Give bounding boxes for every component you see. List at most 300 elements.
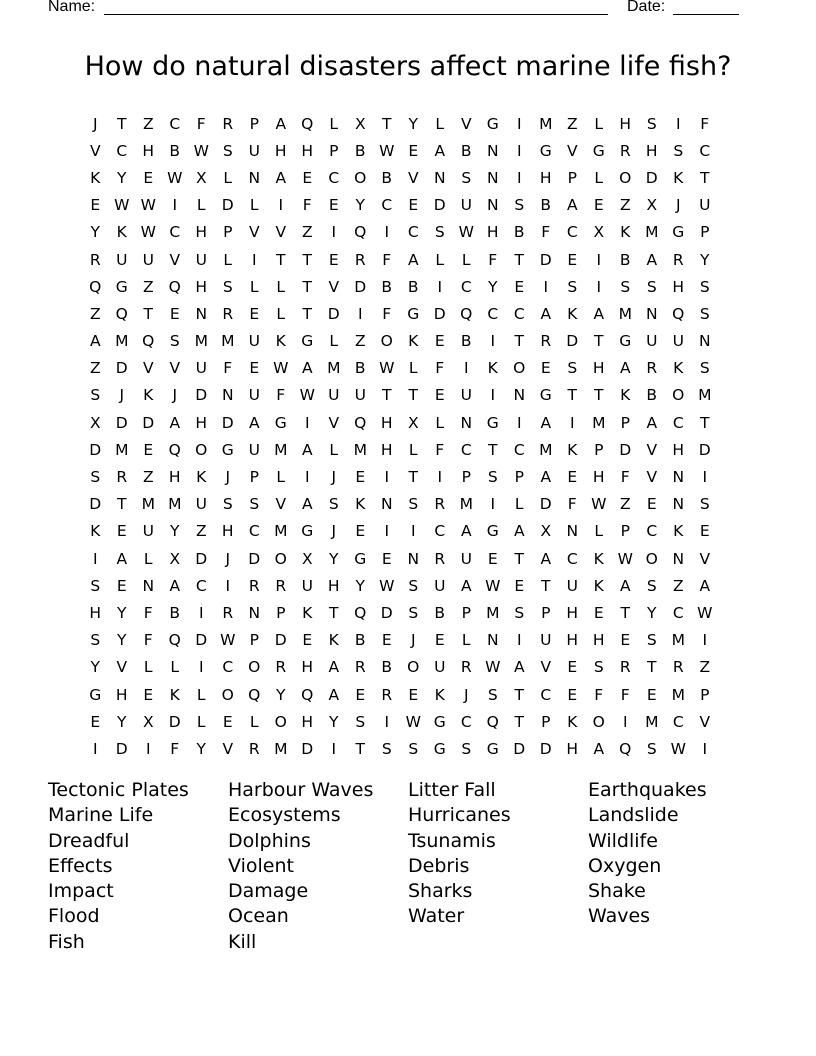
grid-letter[interactable]: X <box>301 549 313 568</box>
grid-letter[interactable]: W <box>167 168 183 187</box>
grid-letter[interactable]: N <box>380 495 393 514</box>
grid-letter[interactable]: M <box>486 603 500 622</box>
grid-letter[interactable]: C <box>540 685 552 704</box>
grid-letter[interactable]: H <box>566 603 579 622</box>
grid-letter[interactable]: R <box>646 359 658 378</box>
grid-letter[interactable]: W <box>220 631 236 650</box>
grid-letter[interactable]: R <box>248 739 260 758</box>
grid-letter[interactable]: I <box>702 631 708 650</box>
grid-letter[interactable]: H <box>301 658 314 677</box>
grid-letter[interactable]: Z <box>699 658 711 677</box>
grid-letter[interactable]: V <box>699 549 711 568</box>
grid-letter[interactable]: M <box>618 304 632 323</box>
grid-letter[interactable]: N <box>672 495 685 514</box>
grid-letter[interactable]: U <box>354 386 366 405</box>
grid-letter[interactable]: I <box>516 168 522 187</box>
grid-letter[interactable]: U <box>646 332 658 351</box>
grid-letter[interactable]: Z <box>195 522 207 541</box>
grid-letter[interactable]: L <box>196 196 206 215</box>
grid-letter[interactable]: S <box>408 576 419 595</box>
grid-letter[interactable]: B <box>407 277 419 296</box>
grid-letter[interactable]: C <box>646 522 658 541</box>
grid-letter[interactable]: U <box>328 386 340 405</box>
grid-letter[interactable]: U <box>116 250 128 269</box>
grid-letter[interactable]: U <box>195 250 207 269</box>
grid-letter[interactable]: A <box>116 549 128 568</box>
grid-letter[interactable]: D <box>142 413 155 432</box>
grid-letter[interactable]: I <box>92 739 98 758</box>
grid-letter[interactable]: W <box>114 196 130 215</box>
grid-letter[interactable]: M <box>353 440 367 459</box>
grid-letter[interactable]: H <box>592 359 605 378</box>
grid-letter[interactable]: V <box>646 468 658 487</box>
grid-letter[interactable]: W <box>485 658 501 677</box>
grid-letter[interactable]: L <box>329 440 339 459</box>
grid-letter[interactable]: T <box>620 603 630 622</box>
grid-letter[interactable]: W <box>379 141 395 160</box>
grid-letter[interactable]: I <box>225 576 231 595</box>
grid-letter[interactable]: H <box>168 468 181 487</box>
grid-letter[interactable]: T <box>594 386 604 405</box>
grid-letter[interactable]: I <box>357 304 363 323</box>
grid-letter[interactable]: M <box>671 685 685 704</box>
grid-letter[interactable]: N <box>486 168 499 187</box>
grid-letter[interactable]: H <box>566 631 579 650</box>
grid-letter[interactable]: M <box>115 332 129 351</box>
grid-letter[interactable]: M <box>327 359 341 378</box>
grid-letter[interactable]: S <box>169 332 180 351</box>
grid-letter[interactable]: C <box>566 223 578 242</box>
grid-letter[interactable]: L <box>594 114 604 133</box>
grid-letter[interactable]: T <box>647 658 657 677</box>
grid-letter[interactable]: H <box>380 413 393 432</box>
grid-letter[interactable]: Y <box>408 114 418 133</box>
grid-letter[interactable]: K <box>620 386 631 405</box>
grid-letter[interactable]: U <box>248 386 260 405</box>
grid-letter[interactable]: R <box>275 658 287 677</box>
grid-letter[interactable]: V <box>169 359 181 378</box>
grid-letter[interactable]: K <box>116 223 127 242</box>
grid-letter[interactable]: I <box>437 277 443 296</box>
grid-letter[interactable]: N <box>566 522 579 541</box>
grid-letter[interactable]: H <box>195 413 208 432</box>
grid-letter[interactable]: Y <box>170 522 180 541</box>
grid-letter[interactable]: B <box>513 223 525 242</box>
grid-letter[interactable]: E <box>169 304 180 323</box>
grid-letter[interactable]: H <box>380 440 393 459</box>
grid-letter[interactable]: B <box>619 250 631 269</box>
grid-letter[interactable]: P <box>276 603 286 622</box>
grid-letter[interactable]: S <box>434 223 445 242</box>
grid-letter[interactable]: G <box>539 386 552 405</box>
grid-letter[interactable]: D <box>539 495 552 514</box>
grid-letter[interactable]: L <box>594 522 604 541</box>
grid-letter[interactable]: R <box>619 141 631 160</box>
grid-letter[interactable]: G <box>407 304 420 323</box>
grid-letter[interactable]: D <box>513 739 526 758</box>
grid-letter[interactable]: F <box>276 386 286 405</box>
grid-letter[interactable]: W <box>140 196 156 215</box>
grid-letter[interactable]: G <box>486 739 499 758</box>
grid-letter[interactable]: G <box>301 522 314 541</box>
grid-letter[interactable]: O <box>592 712 605 731</box>
grid-letter[interactable]: K <box>593 549 604 568</box>
grid-letter[interactable]: W <box>617 549 633 568</box>
grid-letter[interactable]: T <box>143 304 153 323</box>
grid-letter[interactable]: E <box>434 631 445 650</box>
grid-letter[interactable]: X <box>540 522 552 541</box>
grid-letter[interactable]: U <box>540 631 552 650</box>
grid-letter[interactable]: A <box>646 250 658 269</box>
grid-letter[interactable]: I <box>145 739 151 758</box>
grid-letter[interactable]: S <box>646 277 657 296</box>
grid-letter[interactable]: H <box>672 440 685 459</box>
grid-letter[interactable]: L <box>435 114 445 133</box>
grid-letter[interactable]: H <box>592 468 605 487</box>
grid-letter[interactable]: Q <box>168 440 181 459</box>
grid-letter[interactable]: D <box>433 304 446 323</box>
grid-letter[interactable]: G <box>89 685 102 704</box>
grid-letter[interactable]: O <box>248 658 261 677</box>
grid-letter[interactable]: K <box>434 685 445 704</box>
grid-letter[interactable]: S <box>673 141 684 160</box>
grid-letter[interactable]: O <box>274 549 287 568</box>
grid-letter[interactable]: D <box>115 739 128 758</box>
grid-letter[interactable]: P <box>249 114 259 133</box>
grid-letter[interactable]: I <box>172 196 178 215</box>
grid-letter[interactable]: C <box>487 304 499 323</box>
grid-letter[interactable]: B <box>381 277 393 296</box>
grid-letter[interactable]: T <box>488 440 498 459</box>
grid-letter[interactable]: V <box>116 658 128 677</box>
grid-letter[interactable]: A <box>619 576 631 595</box>
grid-letter[interactable]: K <box>567 440 578 459</box>
grid-letter[interactable]: I <box>198 658 204 677</box>
grid-letter[interactable]: N <box>407 549 420 568</box>
grid-letter[interactable]: E <box>302 168 313 187</box>
grid-letter[interactable]: A <box>540 413 552 432</box>
grid-letter[interactable]: L <box>196 685 206 704</box>
grid-letter[interactable]: I <box>516 141 522 160</box>
grid-letter[interactable]: D <box>221 413 234 432</box>
grid-letter[interactable]: U <box>142 522 154 541</box>
grid-letter[interactable]: U <box>301 576 313 595</box>
grid-letter[interactable]: H <box>645 141 658 160</box>
grid-letter[interactable]: N <box>248 603 261 622</box>
grid-letter[interactable]: F <box>302 196 312 215</box>
grid-letter[interactable]: D <box>221 196 234 215</box>
grid-letter[interactable]: G <box>274 413 287 432</box>
grid-letter[interactable]: A <box>301 495 313 514</box>
grid-letter[interactable]: W <box>670 739 686 758</box>
grid-letter[interactable]: F <box>541 223 551 242</box>
grid-letter[interactable]: T <box>408 386 418 405</box>
grid-letter[interactable]: A <box>460 522 472 541</box>
grid-letter[interactable]: C <box>407 223 419 242</box>
grid-letter[interactable]: G <box>486 114 499 133</box>
grid-letter[interactable]: B <box>354 359 366 378</box>
grid-letter[interactable]: R <box>619 658 631 677</box>
grid-letter[interactable]: F <box>435 359 445 378</box>
grid-letter[interactable]: E <box>567 468 578 487</box>
grid-letter[interactable]: S <box>461 168 472 187</box>
grid-letter[interactable]: S <box>646 739 657 758</box>
grid-letter[interactable]: W <box>458 223 474 242</box>
grid-letter[interactable]: S <box>646 576 657 595</box>
grid-letter[interactable]: P <box>514 468 524 487</box>
grid-letter[interactable]: O <box>645 549 658 568</box>
grid-letter[interactable]: P <box>594 440 604 459</box>
grid-letter[interactable]: E <box>434 332 445 351</box>
grid-letter[interactable]: M <box>592 413 606 432</box>
grid-letter[interactable]: X <box>407 413 419 432</box>
grid-letter[interactable]: N <box>142 576 155 595</box>
grid-letter[interactable]: T <box>302 250 312 269</box>
grid-letter[interactable]: Y <box>117 712 127 731</box>
grid-letter[interactable]: V <box>699 712 711 731</box>
grid-letter[interactable]: A <box>540 304 552 323</box>
grid-letter[interactable]: K <box>143 386 154 405</box>
grid-letter[interactable]: D <box>115 359 128 378</box>
grid-letter[interactable]: E <box>646 685 657 704</box>
grid-letter[interactable]: L <box>461 631 471 650</box>
grid-letter[interactable]: V <box>646 440 658 459</box>
grid-letter[interactable]: E <box>328 250 339 269</box>
grid-letter[interactable]: H <box>619 114 632 133</box>
grid-letter[interactable]: K <box>487 359 498 378</box>
grid-letter[interactable]: H <box>327 576 340 595</box>
grid-letter[interactable]: V <box>328 277 340 296</box>
grid-letter[interactable]: X <box>89 413 101 432</box>
grid-letter[interactable]: U <box>195 495 207 514</box>
grid-letter[interactable]: C <box>672 603 684 622</box>
grid-letter[interactable]: P <box>461 603 471 622</box>
grid-letter[interactable]: V <box>89 141 101 160</box>
grid-letter[interactable]: E <box>620 631 631 650</box>
grid-letter[interactable]: E <box>249 359 260 378</box>
grid-letter[interactable]: C <box>460 277 472 296</box>
grid-letter[interactable]: A <box>275 114 287 133</box>
grid-letter[interactable]: L <box>435 413 445 432</box>
grid-letter[interactable]: Q <box>142 332 155 351</box>
grid-letter[interactable]: S <box>699 304 710 323</box>
grid-letter[interactable]: Q <box>354 603 367 622</box>
grid-letter[interactable]: W <box>405 712 421 731</box>
grid-letter[interactable]: D <box>539 739 552 758</box>
grid-letter[interactable]: E <box>116 576 127 595</box>
grid-letter[interactable]: P <box>541 712 551 731</box>
grid-letter[interactable]: T <box>408 468 418 487</box>
grid-letter[interactable]: E <box>434 386 445 405</box>
grid-letter[interactable]: P <box>700 685 710 704</box>
grid-letter[interactable]: Q <box>301 685 314 704</box>
grid-letter[interactable]: C <box>460 440 472 459</box>
grid-letter[interactable]: F <box>170 739 180 758</box>
grid-letter[interactable]: C <box>222 658 234 677</box>
grid-letter[interactable]: E <box>646 495 657 514</box>
grid-letter[interactable]: Y <box>90 658 100 677</box>
grid-letter[interactable]: J <box>463 685 469 704</box>
grid-letter[interactable]: Y <box>90 223 100 242</box>
grid-letter[interactable]: W <box>140 223 156 242</box>
grid-letter[interactable]: G <box>354 549 367 568</box>
grid-letter[interactable]: O <box>407 658 420 677</box>
grid-letter[interactable]: Z <box>89 359 101 378</box>
grid-letter[interactable]: A <box>566 196 578 215</box>
grid-letter[interactable]: P <box>249 468 259 487</box>
grid-letter[interactable]: E <box>143 685 154 704</box>
grid-letter[interactable]: D <box>195 631 208 650</box>
grid-letter[interactable]: W <box>193 141 209 160</box>
grid-letter[interactable]: D <box>195 549 208 568</box>
grid-letter[interactable]: U <box>460 196 472 215</box>
grid-letter[interactable]: M <box>115 440 129 459</box>
grid-letter[interactable]: L <box>276 277 286 296</box>
grid-letter[interactable]: J <box>410 631 416 650</box>
grid-letter[interactable]: C <box>513 304 525 323</box>
grid-letter[interactable]: S <box>249 495 260 514</box>
grid-letter[interactable]: S <box>699 495 710 514</box>
grid-letter[interactable]: C <box>672 413 684 432</box>
grid-letter[interactable]: M <box>539 114 553 133</box>
grid-letter[interactable]: E <box>143 168 154 187</box>
grid-letter[interactable]: R <box>460 658 472 677</box>
grid-letter[interactable]: C <box>195 576 207 595</box>
grid-letter[interactable]: A <box>301 359 313 378</box>
grid-letter[interactable]: Z <box>142 114 154 133</box>
grid-letter[interactable]: B <box>460 141 472 160</box>
grid-letter[interactable]: M <box>221 332 235 351</box>
grid-letter[interactable]: H <box>115 685 128 704</box>
grid-letter[interactable]: S <box>408 739 419 758</box>
grid-letter[interactable]: I <box>463 359 469 378</box>
grid-letter[interactable]: Y <box>329 712 339 731</box>
grid-letter[interactable]: H <box>301 712 314 731</box>
grid-letter[interactable]: S <box>699 359 710 378</box>
grid-letter[interactable]: N <box>460 413 473 432</box>
grid-letter[interactable]: S <box>408 603 419 622</box>
grid-letter[interactable]: M <box>698 386 712 405</box>
grid-letter[interactable]: C <box>699 141 711 160</box>
grid-letter[interactable]: A <box>540 468 552 487</box>
grid-letter[interactable]: T <box>514 332 524 351</box>
grid-letter[interactable]: U <box>460 386 472 405</box>
grid-letter[interactable]: Q <box>248 685 261 704</box>
grid-letter[interactable]: D <box>89 495 102 514</box>
grid-letter[interactable]: S <box>620 277 631 296</box>
grid-letter[interactable]: W <box>485 576 501 595</box>
grid-letter[interactable]: O <box>513 359 526 378</box>
grid-letter[interactable]: S <box>487 468 498 487</box>
grid-letter[interactable]: U <box>434 576 446 595</box>
grid-letter[interactable]: E <box>302 631 313 650</box>
grid-letter[interactable]: F <box>143 631 153 650</box>
grid-letter[interactable]: Q <box>301 114 314 133</box>
grid-letter[interactable]: H <box>221 522 234 541</box>
grid-letter[interactable]: O <box>221 685 234 704</box>
grid-letter[interactable]: C <box>169 223 181 242</box>
grid-letter[interactable]: O <box>619 168 632 187</box>
grid-letter[interactable]: C <box>328 168 340 187</box>
grid-letter[interactable]: I <box>92 549 98 568</box>
grid-letter[interactable]: X <box>195 168 207 187</box>
grid-letter[interactable]: N <box>645 304 658 323</box>
grid-letter[interactable]: G <box>433 712 446 731</box>
grid-letter[interactable]: L <box>249 277 259 296</box>
grid-letter[interactable]: H <box>486 223 499 242</box>
grid-letter[interactable]: U <box>248 332 260 351</box>
grid-letter[interactable]: Y <box>276 685 286 704</box>
grid-letter[interactable]: A <box>593 739 605 758</box>
grid-letter[interactable]: C <box>169 114 181 133</box>
grid-letter[interactable]: I <box>278 196 284 215</box>
grid-letter[interactable]: F <box>435 440 445 459</box>
grid-letter[interactable]: F <box>382 250 392 269</box>
grid-letter[interactable]: A <box>646 413 658 432</box>
grid-letter[interactable]: E <box>249 304 260 323</box>
grid-letter[interactable]: B <box>381 168 393 187</box>
grid-letter[interactable]: G <box>433 739 446 758</box>
grid-letter[interactable]: V <box>275 495 287 514</box>
grid-letter[interactable]: K <box>90 522 101 541</box>
grid-letter[interactable]: S <box>90 631 101 650</box>
grid-letter[interactable]: L <box>196 712 206 731</box>
grid-letter[interactable]: D <box>433 196 446 215</box>
grid-letter[interactable]: M <box>194 332 208 351</box>
grid-letter[interactable]: H <box>301 141 314 160</box>
grid-letter[interactable]: S <box>328 495 339 514</box>
grid-letter[interactable]: E <box>540 359 551 378</box>
grid-letter[interactable]: I <box>490 495 496 514</box>
grid-letter[interactable]: G <box>539 141 552 160</box>
grid-letter[interactable]: U <box>248 141 260 160</box>
grid-letter[interactable]: N <box>248 168 261 187</box>
grid-letter[interactable]: E <box>222 712 233 731</box>
grid-letter[interactable]: E <box>593 196 604 215</box>
grid-letter[interactable]: S <box>646 631 657 650</box>
grid-letter[interactable]: F <box>196 114 206 133</box>
grid-letter[interactable]: Q <box>672 304 685 323</box>
grid-letter[interactable]: H <box>539 168 552 187</box>
grid-letter[interactable]: F <box>143 603 153 622</box>
grid-letter[interactable]: B <box>460 332 472 351</box>
grid-letter[interactable]: J <box>119 386 125 405</box>
grid-letter[interactable]: L <box>143 549 153 568</box>
grid-letter[interactable]: R <box>381 685 393 704</box>
grid-letter[interactable]: Z <box>619 495 631 514</box>
grid-letter[interactable]: A <box>248 413 260 432</box>
grid-letter[interactable]: I <box>675 114 681 133</box>
grid-letter[interactable]: P <box>223 223 233 242</box>
grid-letter[interactable]: J <box>172 386 178 405</box>
grid-letter[interactable]: D <box>539 250 552 269</box>
grid-letter[interactable]: K <box>673 168 684 187</box>
grid-letter[interactable]: V <box>328 413 340 432</box>
grid-letter[interactable]: F <box>594 685 604 704</box>
grid-letter[interactable]: F <box>620 685 630 704</box>
grid-letter[interactable]: Q <box>89 277 102 296</box>
grid-letter[interactable]: I <box>198 603 204 622</box>
grid-letter[interactable]: P <box>249 631 259 650</box>
grid-letter[interactable]: A <box>699 576 711 595</box>
grid-letter[interactable]: W <box>379 576 395 595</box>
grid-letter[interactable]: I <box>331 223 337 242</box>
grid-letter[interactable]: E <box>143 440 154 459</box>
grid-letter[interactable]: K <box>355 495 366 514</box>
grid-letter[interactable]: I <box>437 468 443 487</box>
grid-letter[interactable]: S <box>567 277 578 296</box>
grid-letter[interactable]: S <box>90 386 101 405</box>
